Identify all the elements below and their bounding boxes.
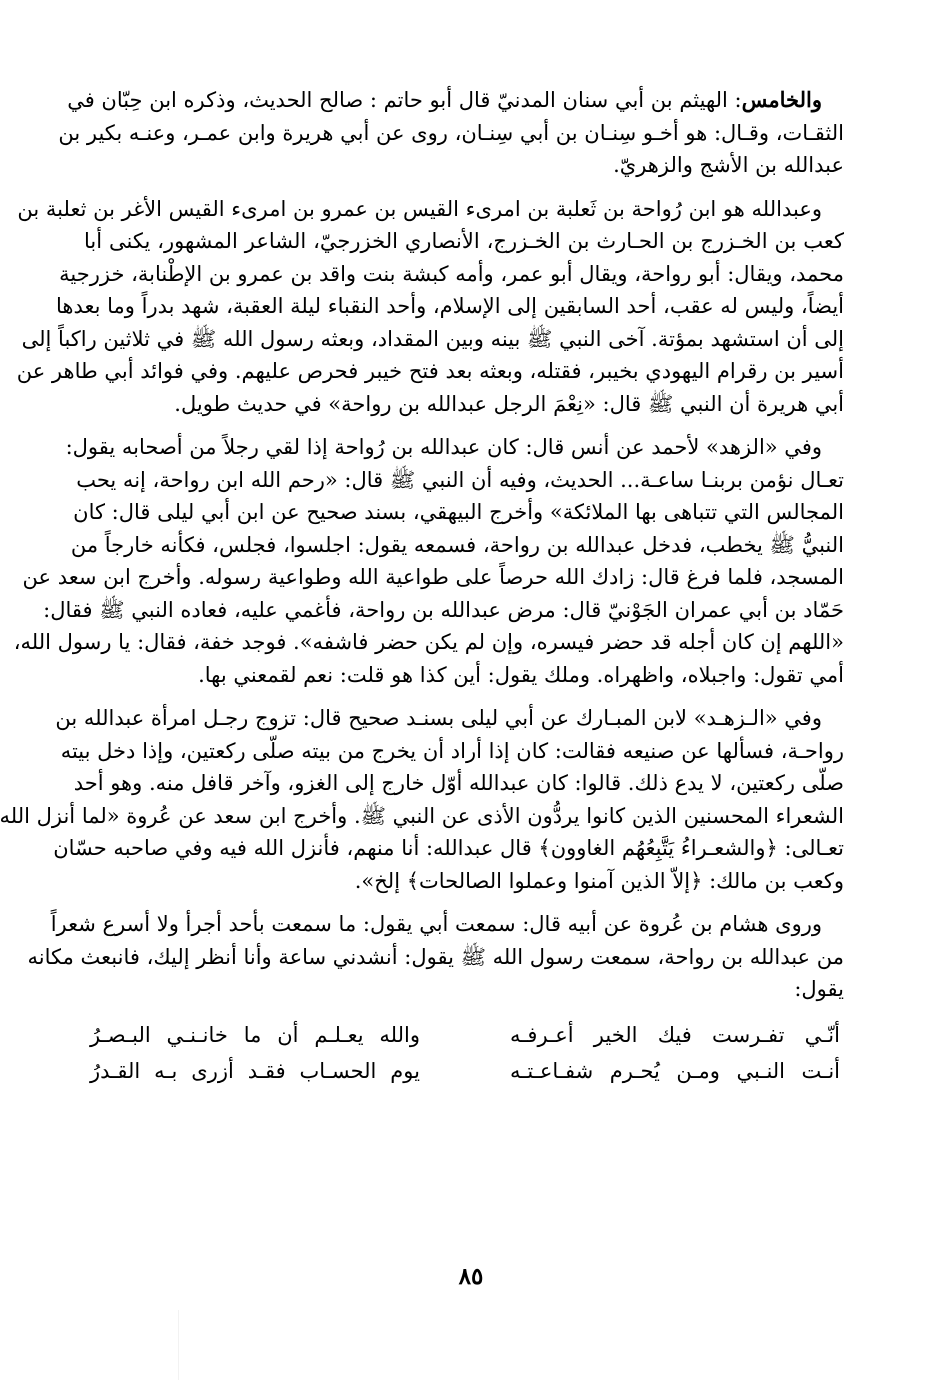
poem-hemistich-first: أنّـي تفـرست فيك الخير أعـرفـه [510, 1022, 840, 1047]
text-line: المجالس التي تتباهى بها الملائكة» وأخرج البيهقي، بسند صحيح عن ابن أبي ليلى قال: كان [73, 500, 844, 524]
text-line: وروى هشام بن عُروة عن أبيه قال: سمعت أبي يقول: ما سمعت بأحد أجرأ ولا أسرع شعراً [50, 912, 822, 936]
text-line: من عبدالله بن رواحة، سمعت رسول الله ﷺ يقول: أنشدني ساعة وأنا أنظر إليك، فانبعث مكانه [27, 944, 844, 969]
text-line: الشعراء المحسنين الذين كانوا يردُّون الأذى عن النبي ﷺ. وأخرج ابن سعد عن عُروة «لما أنزل الله [0, 803, 844, 828]
text-line: تعـال نؤمن بربنـا ساعـة... الحديث، وفيه أن النبي ﷺ قال: «رحم الله ابن رواحة، إنه يحب [76, 467, 844, 492]
text-line: أسير بن رقرام اليهودي بخيبر، فقتله، وبعثه بعد فتح خيبر فحرص عليهم. وفي فوائد أبي طاهر عن [16, 359, 844, 383]
text-line: محمد، ويقال: أبو رواحة، ويقال أبو عمر، وأمه كبشة بنت واقد بن عمرو بن الإطْنابة، خزرجية [59, 261, 844, 286]
text-line: وفي «الـزهـد» لابن المبـارك عن أبي ليلى بسنـد صحيح قال: تزوج رجـل امرأة عبدالله بن [55, 706, 822, 730]
text-line: وعبدالله هو ابن رُواحة بن ثَعلبة بن امرىء القيس بن عمرو بن امرىء القيس الأغر بن ثعلبة بن [17, 196, 822, 221]
text-line: إلى أن استشهد بمؤتة. آخى النبي ﷺ بينه وبين المقداد، وبعثه رسول الله ﷺ في ثلاثين راكباً إلى [21, 326, 844, 351]
text-line: أبي هريرة أن النبي ﷺ قال: «نِعْمَ الرجل عبدالله بن رواحة» في حديث طويل. [174, 391, 844, 416]
text-line: الثقـات، وقـال: هو أخـو سِنـان بن أبي سِنـان، روى عن أبي هريرة وابن عمـر، وعنـه بكير بن [58, 120, 844, 145]
page-number: ٨٥ [458, 1263, 484, 1290]
text-line: حَمّاد بن أبي عمران الجَوْنيّ قال: مرض عبدالله بن رواحة، فأغمي عليه، فعاده النبي ﷺ فقال: [43, 597, 844, 622]
paragraph-zuhd-ahmad [13, 431, 844, 691]
book-page [0, 84, 844, 1089]
text-line: عبدالله بن الأشج والزهريّ. [613, 153, 844, 177]
text-line: تعـالى: ﴿والشعـراءُ يَتَّبِعُهُم الغاوون﴾ قال عبدالله: أنا منهم، فأنزل الله فيه وفي صاحبه حسّان [53, 836, 844, 860]
scan-edge-line [178, 1310, 179, 1380]
text-line: يقول: [794, 977, 844, 1001]
poem-hemistich-second: والله يعـلـم أن ما خانـنـي البـصـرُ [90, 1022, 420, 1047]
paragraph-ibn-rawaha-bio [16, 193, 844, 421]
text-line: «اللهم إن كان أجله قد حضر فيسره، وإن لم يكن حضر فاشفه». فوجد خفة، فقال: يا رسول الله، [13, 630, 844, 654]
text-line: رواحـة، فسألها عن صنيعه فقالت: كان إذا أراد أن يخرج من بيته صلّى ركعتين، وإذا دخل بيته [60, 738, 844, 763]
text-line: صلّى ركعتين، لا يدع ذلك. قالوا: كان عبدالله أوّل خارج إلى الغزو، وآخر قافل منه. وهو أحد [73, 771, 844, 795]
text-line: النبيُّ ﷺ يخطب، فدخل عبدالله بن رواحة، فسمعه يقول: اجلسوا، فجلس، فكأنه خارجاً من [70, 532, 844, 557]
paragraph-lead: والخامس [741, 87, 822, 112]
text-line: أيضاً، وليس له عقب، أحد السابقين إلى الإسلام، وأحد النقباء ليلة العقبة، شهد بدراً وما بعدها [56, 294, 844, 318]
text-line: والخامس: الهيثم بن أبي سنان المدنيّ قال أبو حاتم : صالح الحديث، وذكره ابن حِبّان في [67, 87, 822, 112]
text-line: أمي تقول: واجبلاه، واظهراه. وملك يقول: أين كذا هو قلت: نعم لقمعني بها. [198, 662, 844, 687]
text-line: وفي «الزهد» لأحمد عن أنس قال: كان عبدالله بن رُواحة إذا لقي رجلاً من أصحابه يقول: [65, 435, 822, 459]
text-line: كعب بن الخـزرج بن الحـارث بن الخـزرج، الأنصاري الخزرجيّ، الشاعر المشهور، يكنى أبا [84, 229, 844, 253]
poem-hemistich-second: يوم الحسـاب فقـد أزرى بـه القـدرُ [90, 1058, 420, 1083]
poem [84, 1017, 844, 1089]
poem-verse [84, 1053, 844, 1089]
paragraph-haytham [58, 84, 844, 182]
poem-hemistich-first: أنـت النـبي ومـن يُحـرم شفـاعـتـه [510, 1058, 840, 1083]
text-line: المسجد، فلما فرغ قال: زادك الله حرصاً على طواعية الله وطواعية رسوله. وأخرج ابن سعد عن [22, 565, 844, 589]
paragraph-hisham [27, 908, 844, 1006]
text-line: وكعب بن مالك: ﴿إلاّ الذين آمنوا وعملوا الصالحات﴾ إلخ». [354, 868, 844, 893]
poem-verse [84, 1017, 844, 1053]
paragraph-zuhd-mubarak [0, 702, 844, 897]
